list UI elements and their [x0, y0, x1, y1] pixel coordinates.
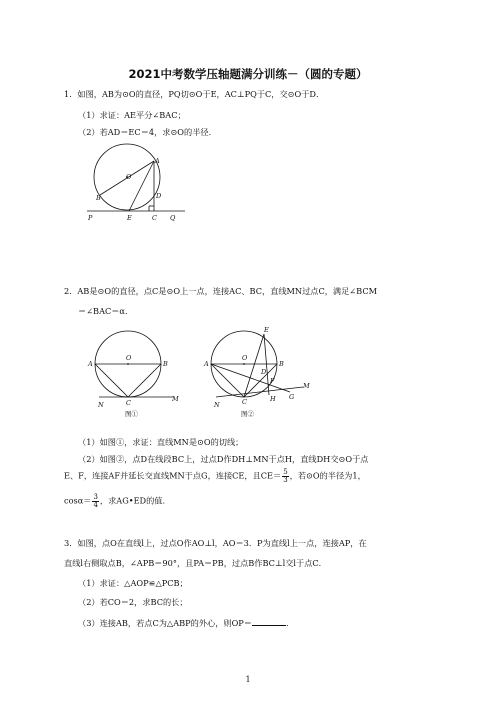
fig2-label-g: G: [289, 393, 295, 401]
fig2-caption: 图②: [241, 410, 254, 418]
fig2-label-h: H: [270, 395, 276, 403]
fig1-label-c: C: [126, 399, 131, 407]
fig2-label-c: C: [242, 398, 247, 406]
problem-2-part-2-line-1: （2）如图②，点D在线段BC上，过点D作DH⊥MN于点H，直线DH交⊙O于点: [78, 454, 369, 464]
fraction-cos: $\frac{3}{4}$: [93, 493, 98, 509]
label-d: D: [156, 192, 162, 200]
fig1-label-o: O: [126, 354, 132, 362]
fig2-label-o: O: [242, 354, 248, 362]
label-p: P: [88, 214, 93, 222]
page-title: 2021中考数学压轴题满分训练－（圆的专题）: [128, 67, 368, 81]
problem-1-part-2: （2）若AD＝EC＝4，求⊙O的半径．: [78, 127, 217, 137]
page-number: 1: [245, 675, 251, 684]
label-b: B: [96, 194, 101, 202]
fig2-label-e: E: [264, 326, 269, 334]
fraction-ce: $\frac{5}{3}$: [283, 468, 288, 484]
label-e: E: [127, 214, 132, 222]
fig2-label-m: M: [303, 382, 310, 390]
fig1-label-a: A: [88, 360, 93, 368]
fig2-label-f: F: [270, 377, 275, 385]
problem-2-stem-line-2: ＝∠BAC＝α．: [78, 306, 134, 316]
fig2-label-n: N: [214, 401, 220, 409]
fig2-label-a: A: [204, 360, 209, 368]
answer-blank[interactable]: [252, 617, 286, 626]
problem-3-part-2: （2）若CO＝2，求BC的长；: [78, 597, 188, 607]
problem-3-stem-line-2: 直线l右侧取点B，∠APB＝90°，且PA＝PB，过点B作BC⊥l交l于点C．: [64, 558, 327, 568]
problem-1-figure: [80, 143, 190, 223]
label-a: A: [155, 157, 160, 165]
fig1-label-m: M: [172, 395, 179, 403]
problem-2-part-2-line-2: E、F，连接AF并延长交直线MN于点G，连接CE，且CE＝ $\frac{5}{3}$ ，若⊙O的半径为1，: [64, 468, 366, 484]
fig1-caption: 图①: [125, 410, 138, 418]
problem-2-part-1: （1）如图①，求证：直线MN是⊙O的切线；: [78, 437, 244, 447]
problem-2-stem-line-1: 2．AB是⊙O的直径，点C是⊙O上一点，连接AC、BC，直线MN过点C，满足∠BCM: [64, 286, 377, 296]
label-c: C: [152, 214, 157, 222]
problem-1-part-1: （1）求证：AE平分∠BAC；: [78, 110, 186, 120]
problem-2-figure-1: [85, 330, 185, 422]
label-o: O: [126, 173, 132, 181]
problem-3-part-3: （3）连接AB，若点C为△ABP的外心，则OP＝ ．: [78, 618, 295, 628]
problem-3-stem-line-1: 3．如图，点O在直线l上，过点O作AO⊥l，AO＝3．P为直线l上一点，连接AP，在: [64, 538, 367, 548]
label-q: Q: [170, 214, 176, 222]
fig2-label-d: D: [261, 368, 267, 376]
problem-1-stem: 1．如图，AB为⊙O的直径，PQ切⊙O于E，AC⊥PQ于C，交⊙O于D．: [64, 89, 325, 99]
fig2-label-b: B: [279, 360, 284, 368]
problem-3-part-1: （1）求证：△AOP≌△PCB；: [78, 578, 188, 588]
fig1-label-b: B: [163, 360, 168, 368]
problem-2-part-2-line-3: cosα＝ $\frac{3}{4}$ ，求AG•ED的值．: [64, 493, 171, 509]
fig1-label-n: N: [98, 401, 104, 409]
problem-2-figure-2: [200, 322, 318, 422]
